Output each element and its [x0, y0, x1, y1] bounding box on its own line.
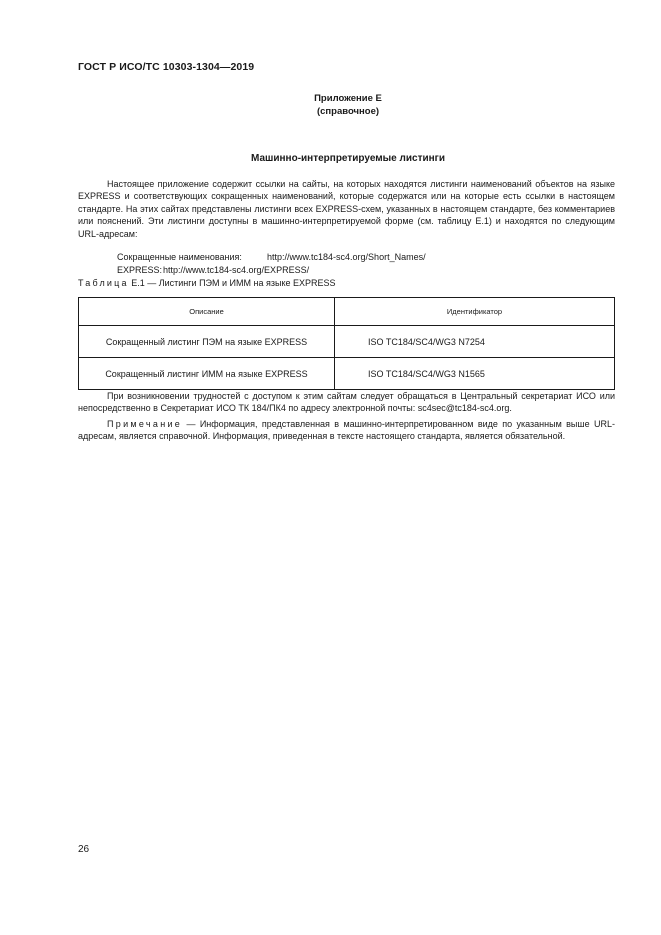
column-header-description: Описание: [79, 298, 335, 326]
table-row: [79, 358, 615, 390]
url-link[interactable]: http://www.tc184-sc4.org/EXPRESS/: [163, 265, 310, 275]
contact-paragraph: При возникновении трудностей с доступом к этим сайтам следует обращаться в Центральный секретариат ИСО или непосредственно в Секретариат ИСО ТК 184/ПК4 по адресу электронной почты: sc4sec@tc184-sc4.org.: [78, 391, 615, 414]
table-row: [79, 326, 615, 358]
page-number: 26: [78, 844, 90, 855]
caption-prefix: Таблица: [78, 278, 129, 288]
table-cell-description: Сокращенный листинг ИММ на языке EXPRESS: [79, 358, 335, 390]
intro-paragraph: Настоящее приложение содержит ссылки на сайты, на которых находятся листинги наименований объектов на языке EXPRESS и соответствующих сокращенных наименований, которые содержатся или на которые есть ссылки в настоящем стандарте. На этих сайтах представлены листинги всех EXPRESS-схем, указанных в настоящем стандарте, без комментариев или пояснений. Эти листинги доступны в машинно-интерпретируемой форме (см. таблицу Е.1) и находятся по следующим URL-адресам:: [78, 179, 615, 239]
caption-text: Е.1 — Листинги ПЭМ и ИММ на языке EXPRESS: [128, 278, 336, 288]
appendix-subtitle: (справочное): [316, 106, 380, 117]
section-title: Машинно-интерпретируемые листинги: [251, 153, 445, 164]
note-paragraph: [78, 418, 615, 443]
url-label: EXPRESS:: [117, 265, 163, 275]
standard-header: ГОСТ Р ИСО/ТС 10303-1304—2019: [78, 61, 255, 73]
url-label: Сокращенные наименования:: [117, 252, 242, 262]
note-label: Примечание: [107, 419, 183, 429]
note-text: — Информация, представленная в машинно-интерпретированном виде по указанным выше URL-адресам, является справочной. Информация, приведенная в тексте настоящего стандарта, является обязательной.: [78, 419, 615, 442]
table-cell-identifier: ISO TC184/SC4/WG3 N7254: [335, 326, 615, 358]
table-caption: [78, 278, 336, 288]
appendix-heading: [300, 92, 396, 118]
table-cell-description: Сокращенный листинг ПЭМ на языке EXPRESS: [79, 326, 335, 358]
url-link[interactable]: http://www.tc184-sc4.org/Short_Names/: [267, 252, 426, 262]
column-header-identifier: Идентификатор: [335, 298, 615, 326]
table-header-row: [79, 298, 615, 326]
listings-table: [78, 297, 615, 390]
table-cell-identifier: ISO TC184/SC4/WG3 N1565: [335, 358, 615, 390]
appendix-title: Приложение Е: [314, 93, 382, 104]
